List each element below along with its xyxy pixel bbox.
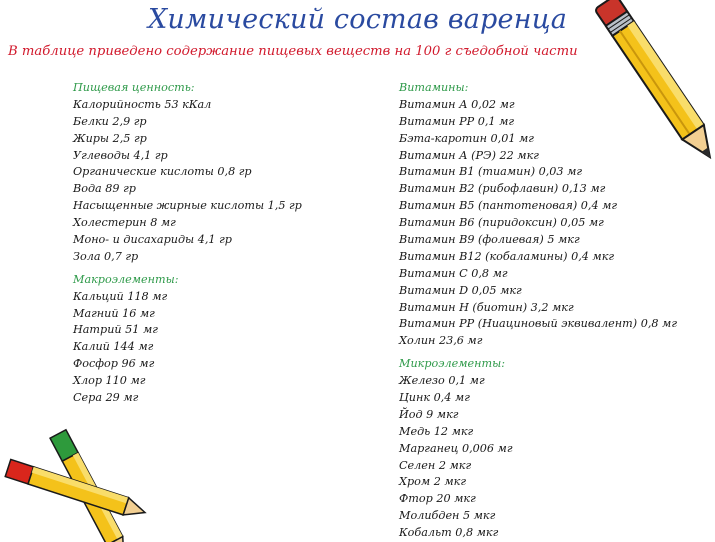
vitamin-item: Холин 23,6 мг [399,334,483,348]
nutrition-item: Насыщенные жирные кислоты 1,5 гр [73,199,302,213]
vitamin-item: Витамин РР 0,1 мг [399,114,514,128]
micro-item: Марганец 0,006 мг [399,441,513,455]
macro-item: Натрий 51 мг [73,323,158,337]
nutrition-item: Белки 2,9 гр [73,114,147,128]
micro-item: Хром 2 мкг [399,475,466,489]
vitamin-item: Витамин С 0,8 мг [399,266,508,280]
vitamin-item: Витамин А 0,02 мг [399,97,515,111]
macro-item: Сера 29 мг [73,391,139,405]
macro-item: Фосфор 96 мг [73,357,155,371]
vitamin-item: Витамин D 0,05 мкг [399,283,522,297]
nutrition-item: Моно- и дисахариды 4,1 гр [73,233,232,247]
page-title: Химический состав варенца [147,4,568,35]
vitamin-item: Бэта-каротин 0,01 мг [399,131,534,145]
macro-item: Магний 16 мг [73,306,155,320]
nutrition-item: Холестерин 8 мг [73,216,176,230]
vitamin-item: Витамин А (РЭ) 22 мкг [399,148,539,162]
nutrition-heading: Пищевая ценность: [73,81,195,94]
nutrition-item: Органические кислоты 0,8 гр [73,165,252,179]
vitamin-item: Витамин В1 (тиамин) 0,03 мг [399,165,583,179]
micro-item: Фтор 20 мкг [399,492,476,506]
vitamins-heading: Витамины: [399,81,469,94]
vitamin-item: Витамин В12 (кобаламины) 0,4 мкг [399,249,615,263]
vitamin-item: Витамин В9 (фолиевая) 5 мкг [399,233,580,247]
page-subtitle: В таблице приведено содержание пищевых веществ на 100 г съедобной части [8,44,578,59]
nutrition-item: Жиры 2,5 гр [73,131,147,145]
nutrition-item: Зола 0,7 гр [73,249,139,263]
micro-item: Цинк 0,4 мг [399,391,470,405]
nutrition-item: Вода 89 гр [73,182,136,196]
crayons-icon [0,428,150,536]
vitamin-item: Витамин РР (Ниациновый эквивалент) 0,8 мг [399,317,677,331]
micro-item: Кобальт 0,8 мкг [399,526,499,540]
vitamin-item: Витамин Н (биотин) 3,2 мкг [399,300,574,314]
macro-item: Калий 144 мг [73,340,154,354]
nutrition-item: Калорийность 53 кКал [73,97,212,111]
macro-item: Хлор 110 мг [73,374,146,388]
pencil-icon [590,0,715,175]
vitamin-item: Витамин В2 (рибофлавин) 0,13 мг [399,182,606,196]
micro-item: Селен 2 мкг [399,458,472,472]
micro-item: Йод 9 мкг [399,407,459,421]
left-column [73,80,302,407]
micro-item: Железо 0,1 мг [399,374,485,388]
macro-item: Кальций 118 мг [73,289,168,303]
macro-heading: Макроэлементы: [73,272,179,286]
micro-heading: Микроэлементы: [399,357,506,371]
micro-item: Медь 12 мкг [399,424,474,438]
vitamin-item: Витамин В5 (пантотеновая) 0,4 мг [399,199,618,213]
micro-item: Молибден 5 мкг [399,509,496,523]
vitamin-item: Витамин В6 (пиридоксин) 0,05 мг [399,216,604,230]
nutrition-item: Углеводы 4,1 гр [73,148,168,162]
